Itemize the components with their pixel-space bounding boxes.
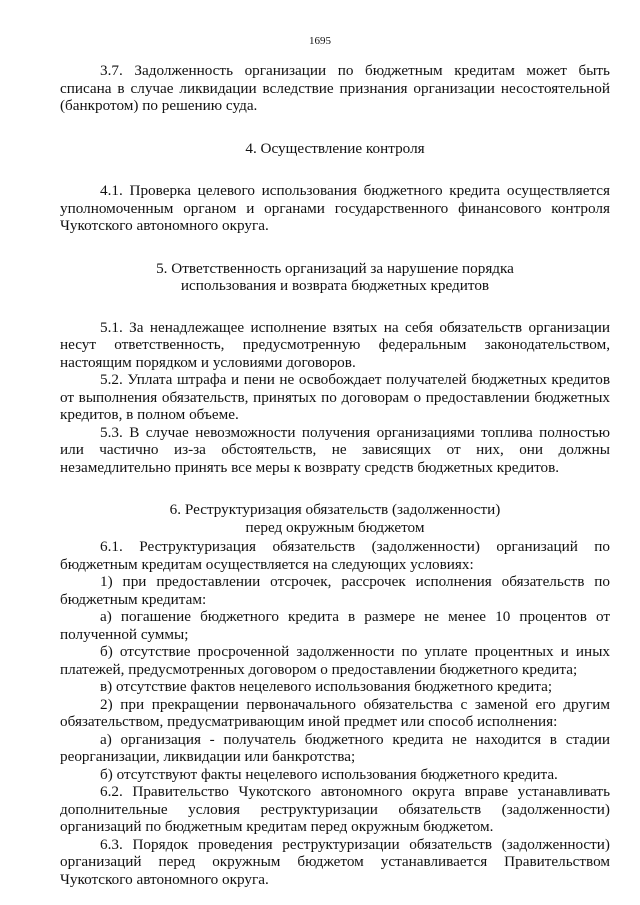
section-heading-6-line-2: перед окружным бюджетом bbox=[245, 518, 425, 536]
section-heading-6-line-1: 6. Реструктуризация обязательств (задолженности) bbox=[169, 501, 501, 518]
section-heading-6 bbox=[60, 501, 610, 536]
section-heading-5-line-2: использования и возврата бюджетных кредитов bbox=[180, 277, 490, 294]
paragraph-5-2: 5.2. Уплата штрафа и пени не освобождает получателей бюджетных кредитов от выполнения обязательств, принятых по договорам о предоставлении бюджетных кредитов, в полном объеме. bbox=[60, 371, 610, 423]
paragraph-3-7: 3.7. Задолженность организации по бюджетным кредитам может быть списана в случае ликвидации вследствие признания организации несостоятельной (банкротом) по решению суда. bbox=[60, 62, 610, 114]
paragraph-6-2: 6.2. Правительство Чукотского автономного округа вправе устанавливать дополнительные условия реструктуризации обязательств (задолженности) организаций по бюджетным кредитам перед окружным бюджетом. bbox=[60, 783, 610, 835]
paragraph-6-1-item-1b: б) отсутствие просроченной задолженности по уплате процентных и иных платежей, предусмотренных договором о предоставлении бюджетного кредита; bbox=[60, 643, 610, 678]
paragraph-4-1: 4.1. Проверка целевого использования бюджетного кредита осуществляется уполномоченным органом и органами государственного финансового контроля Чукотского автономного округа. bbox=[60, 182, 610, 234]
paragraph-6-1-item-1: 1) при предоставлении отсрочек, рассрочек исполнения обязательств по бюджетным кредитам: bbox=[60, 573, 610, 608]
paragraph-6-1-item-2b: б) отсутствуют факты нецелевого использования бюджетного кредита. bbox=[100, 765, 558, 783]
paragraph-6-1-item-2a: а) организация - получатель бюджетного кредита не находится в стадии реорганизации, ликвидации или банкротства; bbox=[60, 730, 610, 765]
paragraph-6-1: 6.1. Реструктуризация обязательств (задолженности) организаций по бюджетным кредитам осуществляется на следующих условиях: bbox=[60, 538, 610, 573]
section-heading-5 bbox=[60, 260, 610, 295]
paragraph-6-3: 6.3. Порядок проведения реструктуризации обязательств (задолженности) организаций перед окружным бюджетом устанавливается Правительством Чукотского автономного округа. bbox=[60, 835, 610, 888]
paragraph-6-1-item-1a: а) погашение бюджетного кредита в размере не менее 10 процентов от полученной суммы; bbox=[60, 608, 610, 643]
document-body bbox=[60, 62, 610, 888]
paragraph-6-1-item-1c: в) отсутствие фактов нецелевого использования бюджетного кредита; bbox=[100, 678, 553, 695]
paragraph-5-3: 5.3. В случае невозможности получения организациями топлива полностью или частично из-за обстоятельств, не зависящих от них, они должны незамедлительно принять все меры к возврату средств бюджетных кредитов. bbox=[60, 423, 610, 476]
paragraph-6-1-item-2: 2) при прекращении первоначального обязательства с заменой его другим обязательством, предусматривающим иной предмет или способ исполнения: bbox=[60, 695, 610, 730]
paragraph-5-1: 5.1. За ненадлежащее исполнение взятых на себя обязательств организации несут ответственность, предусмотренную федеральным законодательством, настоящим порядком и условиями договоров. bbox=[60, 318, 610, 371]
section-heading-4: 4. Осуществление контроля bbox=[245, 139, 425, 157]
section-heading-5-line-1: 5. Ответственность организаций за нарушение порядка bbox=[156, 259, 514, 277]
page-number: 1695 bbox=[309, 35, 331, 47]
